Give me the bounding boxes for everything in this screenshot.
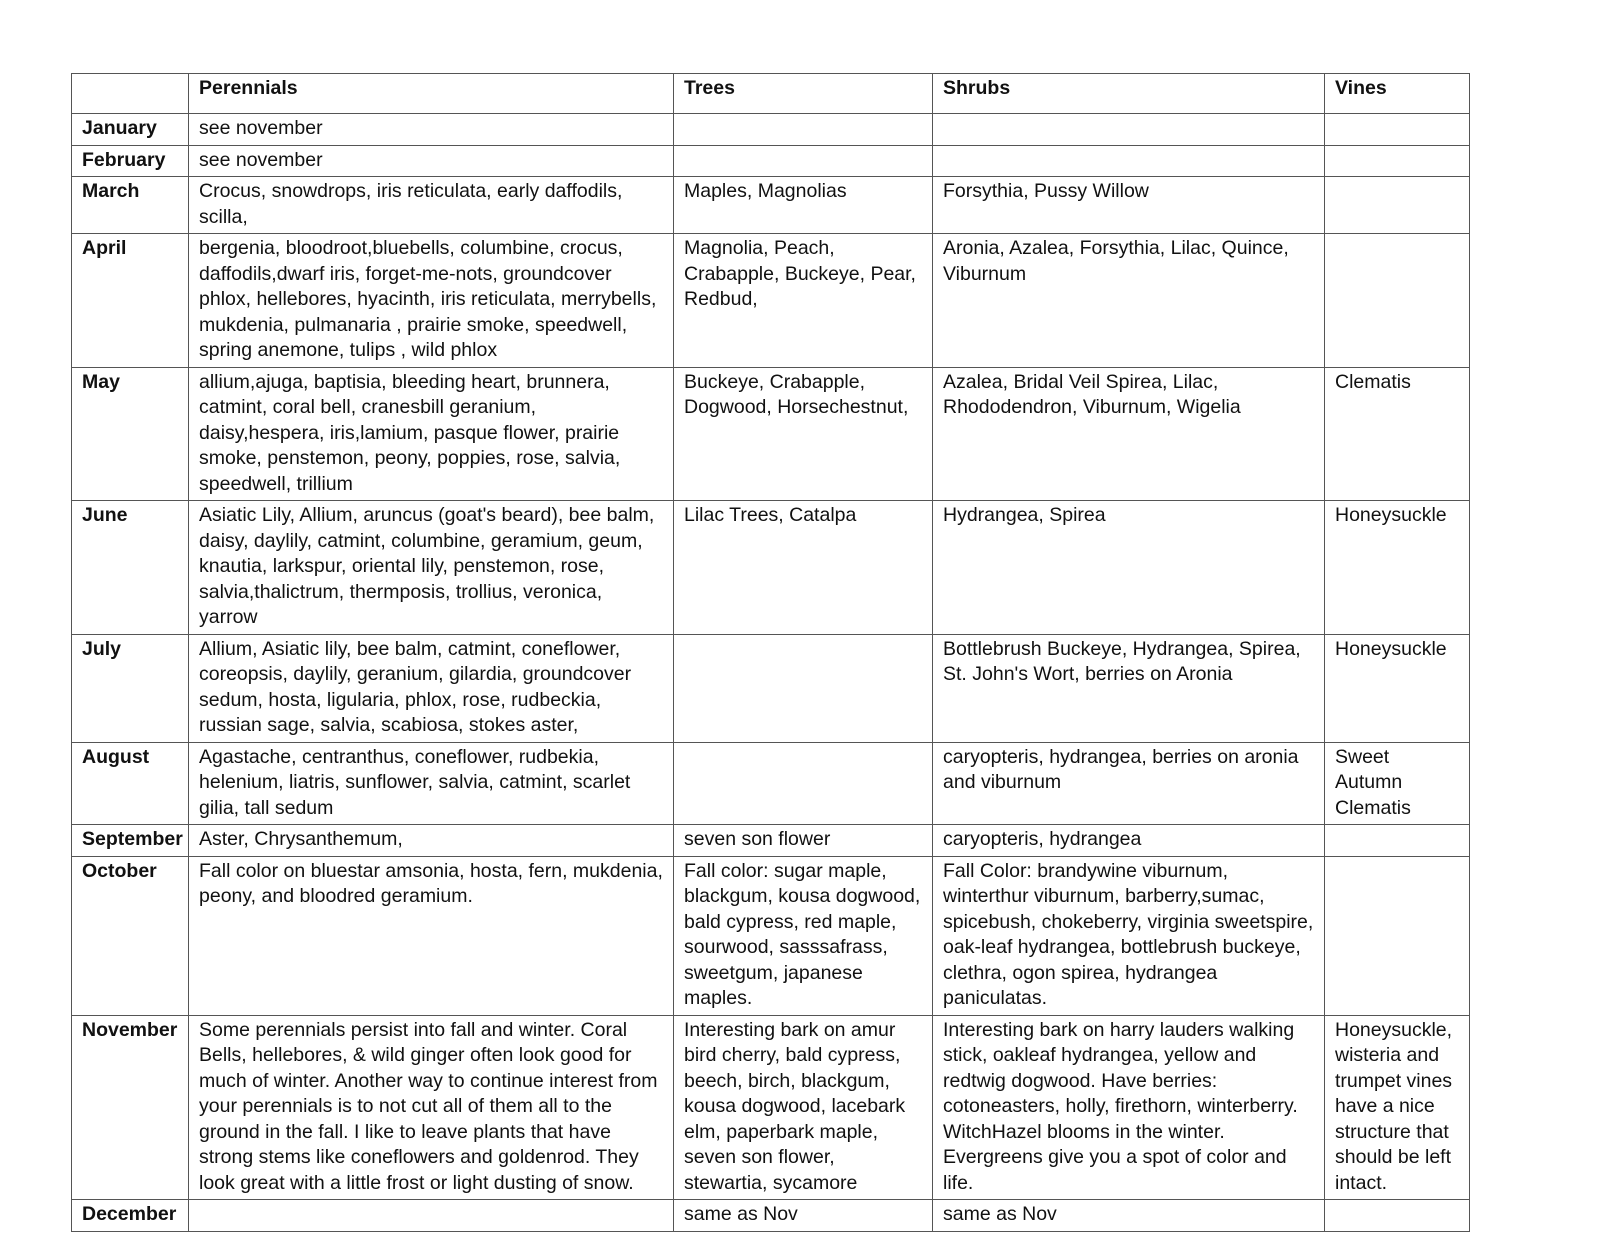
table-row	[72, 234, 1470, 368]
vines-cell	[1325, 856, 1470, 1015]
month-cell: November	[72, 1015, 189, 1200]
vines-cell	[1325, 234, 1470, 368]
shrubs-cell: caryopteris, hydrangea, berries on aronia and viburnum	[933, 742, 1325, 825]
month-cell: April	[72, 234, 189, 368]
table-row	[72, 501, 1470, 635]
month-cell: May	[72, 367, 189, 501]
table-row	[72, 856, 1470, 1015]
trees-cell: Maples, Magnolias	[674, 177, 933, 234]
perennials-cell: Asiatic Lily, Allium, aruncus (goat's beard), bee balm, daisy, daylily, catmint, columbine, geramium, geum, knautia, larkspur, oriental lily, penstemon, rose, salvia,thalictrum, thermposis, trollius, veronica, yarrow	[189, 501, 674, 635]
trees-cell	[674, 742, 933, 825]
shrubs-cell: caryopteris, hydrangea	[933, 825, 1325, 857]
vines-cell: Clematis	[1325, 367, 1470, 501]
header-vines: Vines	[1325, 74, 1470, 114]
table-row	[72, 1200, 1470, 1232]
month-cell: August	[72, 742, 189, 825]
trees-cell: Fall color: sugar maple, blackgum, kousa dogwood, bald cypress, red maple, sourwood, sasssafrass, sweetgum, japanese maples.	[674, 856, 933, 1015]
table-row	[72, 114, 1470, 146]
bloom-calendar-table	[71, 73, 1470, 1232]
trees-cell	[674, 145, 933, 177]
trees-cell: Buckeye, Crabapple, Dogwood, Horsechestnut,	[674, 367, 933, 501]
vines-cell	[1325, 177, 1470, 234]
trees-cell: seven son flower	[674, 825, 933, 857]
perennials-cell: Fall color on bluestar amsonia, hosta, fern, mukdenia, peony, and bloodred geramium.	[189, 856, 674, 1015]
table-row	[72, 825, 1470, 857]
vines-cell: Honeysuckle	[1325, 501, 1470, 635]
perennials-cell: Agastache, centranthus, coneflower, rudbekia, helenium, liatris, sunflower, salvia, catmint, scarlet gilia, tall sedum	[189, 742, 674, 825]
shrubs-cell: Aronia, Azalea, Forsythia, Lilac, Quince, Viburnum	[933, 234, 1325, 368]
perennials-cell: bergenia, bloodroot,bluebells, columbine, crocus, daffodils,dwarf iris, forget-me-nots, groundcover phlox, hellebores, hyacinth, iris reticulata, merrybells, mukdenia, pulmanaria , prairie smoke, speedwell, spring anemone, tulips , wild phlox	[189, 234, 674, 368]
perennials-cell: see november	[189, 145, 674, 177]
table-row	[72, 1015, 1470, 1200]
perennials-cell: see november	[189, 114, 674, 146]
perennials-cell: Allium, Asiatic lily, bee balm, catmint, coneflower, coreopsis, daylily, geranium, gilardia, groundcover sedum, hosta, ligularia, phlox, rose, rudbeckia, russian sage, salvia, scabiosa, stokes aster,	[189, 634, 674, 742]
table-row	[72, 177, 1470, 234]
shrubs-cell	[933, 114, 1325, 146]
shrubs-cell: Interesting bark on harry lauders walking stick, oakleaf hydrangea, yellow and redtwig dogwood. Have berries: cotoneasters, holly, firethorn, winterberry. WitchHazel blooms in the winter. Evergreens give you a spot of color and life.	[933, 1015, 1325, 1200]
header-shrubs: Shrubs	[933, 74, 1325, 114]
table-row	[72, 145, 1470, 177]
trees-cell	[674, 634, 933, 742]
perennials-cell: allium,ajuga, baptisia, bleeding heart, brunnera, catmint, coral bell, cranesbill geranium, daisy,hespera, iris,lamium, pasque flower, prairie smoke, penstemon, peony, poppies, rose, salvia, speedwell, trillium	[189, 367, 674, 501]
header-month	[72, 74, 189, 114]
month-cell: June	[72, 501, 189, 635]
vines-cell	[1325, 825, 1470, 857]
header-row	[72, 74, 1470, 114]
vines-cell: Sweet Autumn Clematis	[1325, 742, 1470, 825]
shrubs-cell: Forsythia, Pussy Willow	[933, 177, 1325, 234]
month-cell: January	[72, 114, 189, 146]
perennials-cell: Some perennials persist into fall and winter. Coral Bells, hellebores, & wild ginger often look good for much of winter. Another way to continue interest from your perennials is to not cut all of them all to the ground in the fall. I like to leave plants that have strong stems like coneflowers and goldenrod. They look great with a little frost or light dusting of snow.	[189, 1015, 674, 1200]
vines-cell	[1325, 1200, 1470, 1232]
header-perennials: Perennials	[189, 74, 674, 114]
trees-cell	[674, 114, 933, 146]
shrubs-cell: Bottlebrush Buckeye, Hydrangea, Spirea, St. John's Wort, berries on Aronia	[933, 634, 1325, 742]
table-row	[72, 367, 1470, 501]
vines-cell: Honeysuckle	[1325, 634, 1470, 742]
shrubs-cell: Azalea, Bridal Veil Spirea, Lilac, Rhododendron, Viburnum, Wigelia	[933, 367, 1325, 501]
trees-cell: Interesting bark on amur bird cherry, bald cypress, beech, birch, blackgum, kousa dogwood, lacebark elm, paperbark maple, seven son flower, stewartia, sycamore	[674, 1015, 933, 1200]
month-cell: December	[72, 1200, 189, 1232]
month-cell: October	[72, 856, 189, 1015]
trees-cell: same as Nov	[674, 1200, 933, 1232]
perennials-cell: Aster, Chrysanthemum,	[189, 825, 674, 857]
shrubs-cell: same as Nov	[933, 1200, 1325, 1232]
perennials-cell: Crocus, snowdrops, iris reticulata, early daffodils, scilla,	[189, 177, 674, 234]
month-cell: March	[72, 177, 189, 234]
vines-cell: Honeysuckle, wisteria and trumpet vines have a nice structure that should be left intact.	[1325, 1015, 1470, 1200]
table-row	[72, 742, 1470, 825]
month-cell: February	[72, 145, 189, 177]
shrubs-cell	[933, 145, 1325, 177]
header-trees: Trees	[674, 74, 933, 114]
vines-cell	[1325, 114, 1470, 146]
month-cell: September	[72, 825, 189, 857]
trees-cell: Lilac Trees, Catalpa	[674, 501, 933, 635]
vines-cell	[1325, 145, 1470, 177]
trees-cell: Magnolia, Peach, Crabapple, Buckeye, Pear, Redbud,	[674, 234, 933, 368]
table-row	[72, 634, 1470, 742]
month-cell: July	[72, 634, 189, 742]
perennials-cell	[189, 1200, 674, 1232]
shrubs-cell: Hydrangea, Spirea	[933, 501, 1325, 635]
shrubs-cell: Fall Color: brandywine viburnum, winterthur viburnum, barberry,sumac, spicebush, chokeberry, virginia sweetspire, oak-leaf hydrangea, bottlebrush buckeye, clethra, ogon spirea, hydrangea paniculatas.	[933, 856, 1325, 1015]
